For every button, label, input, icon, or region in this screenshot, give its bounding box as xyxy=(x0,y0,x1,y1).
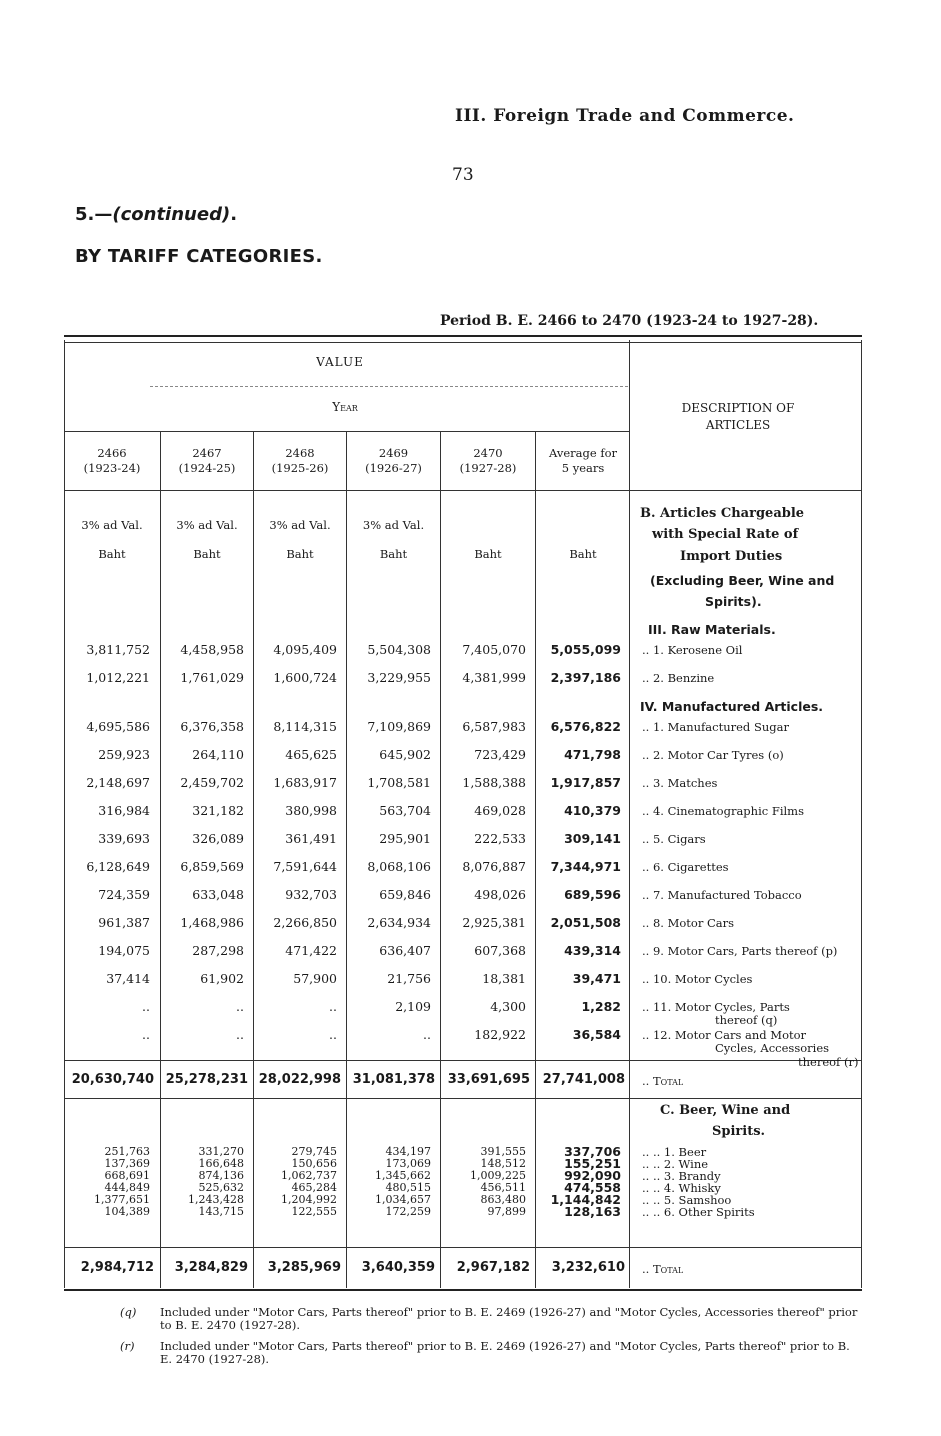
section-b-raw-materials: III. Raw Materials. xyxy=(648,622,776,637)
value-cell: 37,414 xyxy=(106,971,150,986)
value-cell: 874,136 xyxy=(198,1169,244,1182)
period-label: Period B. E. 2466 to 2470 (1923-24 to 1927-28). xyxy=(440,313,819,329)
section-c-title-2: Spirits. xyxy=(712,1124,766,1139)
value-cell: 309,141 xyxy=(564,831,621,846)
value-cell: .. xyxy=(236,999,244,1014)
value-cell: 633,048 xyxy=(192,887,244,902)
value-cell: 1,917,857 xyxy=(550,775,621,790)
article-description: .. .. 4. Whisky xyxy=(642,1181,721,1195)
year-column-header xyxy=(440,446,536,476)
value-cell: 6,587,983 xyxy=(462,719,526,734)
article-description: .. .. 5. Samshoo xyxy=(642,1193,732,1207)
value-cell: 321,182 xyxy=(192,803,244,818)
value-cell: 1,009,225 xyxy=(470,1169,526,1182)
total-cell: 27,741,008 xyxy=(542,1072,625,1087)
value-cell: 251,763 xyxy=(104,1145,150,1158)
article-description: .. 5. Cigars xyxy=(642,832,706,846)
article-description: .. .. 3. Brandy xyxy=(642,1169,721,1183)
value-cell: 264,110 xyxy=(192,747,244,762)
article-description: .. 1. Kerosene Oil xyxy=(642,643,743,657)
year-column-header xyxy=(535,446,631,476)
section-b-manufactured: IV. Manufactured Articles. xyxy=(640,699,824,714)
total-cell: 3,640,359 xyxy=(361,1260,435,1275)
value-cell: 1,282 xyxy=(581,999,621,1014)
value-cell: .. xyxy=(142,1027,150,1042)
value-cell: 1,708,581 xyxy=(367,775,431,790)
value-cell: 1,761,029 xyxy=(180,670,244,685)
value-cell: 287,298 xyxy=(192,943,244,958)
value-cell: 525,632 xyxy=(198,1181,244,1194)
value-cell: 21,756 xyxy=(387,971,431,986)
value-cell: 1,345,662 xyxy=(375,1169,431,1182)
value-cell: 8,114,315 xyxy=(273,719,337,734)
footnote-r: (r) Included under "Motor Cars, Parts thereof" prior to B. E. 2469 (1926-27) and "Motor Cycles, Parts thereof" prior to B. E. 2470 (1927-28). xyxy=(120,1339,850,1366)
total-cell: 3,285,969 xyxy=(267,1260,341,1275)
article-description: .. 8. Motor Cars xyxy=(642,916,735,930)
section-b-title-2: with Special Rate of xyxy=(652,527,799,542)
value-cell: 2,148,697 xyxy=(86,775,150,790)
unit-label: Baht xyxy=(474,547,502,561)
value-cell: 128,163 xyxy=(564,1204,621,1219)
period-label: (1927-28) xyxy=(459,461,517,475)
description-divider xyxy=(629,340,630,1288)
article-description: .. 11. Motor Cycles, Parts xyxy=(642,1000,790,1014)
value-cell: 57,900 xyxy=(293,971,337,986)
value-cell: 439,314 xyxy=(564,943,621,958)
value-cell: 1,012,221 xyxy=(86,670,150,685)
value-cell: 2,266,850 xyxy=(273,915,337,930)
value-cell: 97,899 xyxy=(487,1205,526,1218)
value-cell: 961,387 xyxy=(98,915,150,930)
value-cell: 434,197 xyxy=(385,1145,431,1158)
value-cell: 8,076,887 xyxy=(462,859,526,874)
value-cell: 863,480 xyxy=(480,1193,526,1206)
value-cell: 4,381,999 xyxy=(462,670,526,685)
value-cell: 1,062,737 xyxy=(281,1169,337,1182)
value-cell: 36,584 xyxy=(572,1027,621,1042)
value-cell: 2,109 xyxy=(395,999,431,1014)
value-cell: 339,693 xyxy=(98,831,150,846)
value-cell: 1,600,724 xyxy=(273,670,337,685)
value-cell: .. xyxy=(142,999,150,1014)
value-cell: 2,634,934 xyxy=(367,915,431,930)
article-description: .. 4. Cinematographic Films xyxy=(642,804,804,818)
value-cell: 932,703 xyxy=(285,887,337,902)
article-description: .. .. 2. Wine xyxy=(642,1157,709,1171)
article-description-cont: Cycles, Accessories xyxy=(715,1041,830,1055)
value-cell: 4,095,409 xyxy=(273,642,337,657)
article-description: .. 6. Cigarettes xyxy=(642,860,729,874)
table-top-rule xyxy=(64,335,862,337)
year-label: 2468 xyxy=(285,446,315,460)
value-cell: 122,555 xyxy=(291,1205,337,1218)
value-cell: 5,055,099 xyxy=(550,642,621,657)
article-description: .. 10. Motor Cycles xyxy=(642,972,753,986)
year-label: Average for xyxy=(549,446,617,460)
value-cell: 7,405,070 xyxy=(462,642,526,657)
value-cell: 4,695,586 xyxy=(86,719,150,734)
value-cell: 723,429 xyxy=(474,747,526,762)
footnote-q: (q) Included under "Motor Cars, Parts thereof" prior to B. E. 2469 (1926-27) and "Motor Cycles, Accessories thereof" prior to B. E. 2470 (1927-28). xyxy=(120,1305,858,1332)
value-cell: 724,359 xyxy=(98,887,150,902)
article-description: .. 9. Motor Cars, Parts thereof (p) xyxy=(642,944,838,958)
section-continued: 5.—(continued). xyxy=(75,204,238,225)
value-cell: 2,397,186 xyxy=(550,670,621,685)
year-label: 2467 xyxy=(192,446,222,460)
value-cell: 1,377,651 xyxy=(94,1193,150,1206)
value-cell: 1,204,992 xyxy=(281,1193,337,1206)
value-cell: 480,515 xyxy=(385,1181,431,1194)
value-cell: 166,648 xyxy=(198,1157,244,1170)
total-label: .. Total xyxy=(642,1074,684,1088)
value-cell: 7,109,869 xyxy=(367,719,431,734)
section-b-excl-1: (Excluding Beer, Wine and xyxy=(650,573,835,588)
period-label: (1925-26) xyxy=(271,461,329,475)
value-cell: 992,090 xyxy=(564,1168,621,1183)
rate-label: 3% ad Val. xyxy=(269,518,331,532)
article-description: .. .. 1. Beer xyxy=(642,1145,707,1159)
article-description-cont: thereof (q) xyxy=(715,1013,778,1027)
article-description: .. 1. Manufactured Sugar xyxy=(642,720,789,734)
value-cell: 326,089 xyxy=(192,831,244,846)
value-cell: 7,344,971 xyxy=(550,859,621,874)
value-cell: 1,468,986 xyxy=(180,915,244,930)
value-cell: 563,704 xyxy=(379,803,431,818)
total-cell: 3,232,610 xyxy=(551,1260,625,1275)
value-cell: 2,459,702 xyxy=(180,775,244,790)
value-cell: 337,706 xyxy=(564,1144,621,1159)
value-cell: .. xyxy=(236,1027,244,1042)
value-cell: .. xyxy=(329,1027,337,1042)
value-cell: 6,376,358 xyxy=(180,719,244,734)
value-cell: 689,596 xyxy=(564,887,621,902)
value-cell: 137,369 xyxy=(104,1157,150,1170)
value-cell: 143,715 xyxy=(198,1205,244,1218)
value-cell: 471,798 xyxy=(564,747,621,762)
total-cell: 33,691,695 xyxy=(447,1072,530,1087)
description-header: DESCRIPTION OF ARTICLES xyxy=(681,401,795,432)
section-b-excl-2: Spirits). xyxy=(705,594,762,609)
value-cell: 104,389 xyxy=(104,1205,150,1218)
total-cell: 28,022,998 xyxy=(258,1072,341,1087)
article-description: .. 2. Motor Car Tyres (o) xyxy=(642,748,784,762)
chapter-title: III. Foreign Trade and Commerce. xyxy=(455,106,795,126)
value-cell: 465,625 xyxy=(285,747,337,762)
value-cell: 645,902 xyxy=(379,747,431,762)
year-column-header xyxy=(346,446,441,476)
unit-label: Baht xyxy=(193,547,221,561)
year-label: 2469 xyxy=(378,446,409,460)
total-label: .. Total xyxy=(642,1262,684,1276)
value-cell: 1,144,842 xyxy=(550,1192,621,1207)
year-header: Year xyxy=(332,400,358,414)
period-label: 5 years xyxy=(561,461,605,475)
rate-label: 3% ad Val. xyxy=(81,518,143,532)
rate-label: 3% ad Val. xyxy=(362,518,425,532)
period-label: (1924-25) xyxy=(178,461,236,475)
value-cell: 316,984 xyxy=(98,803,150,818)
value-cell: 3,229,955 xyxy=(367,670,431,685)
value-cell: 2,925,381 xyxy=(462,915,526,930)
section-title: BY TARIFF CATEGORIES. xyxy=(75,246,323,267)
value-cell: 222,533 xyxy=(474,831,526,846)
value-cell: 391,555 xyxy=(480,1145,526,1158)
value-cell: 668,691 xyxy=(104,1169,150,1182)
value-cell: 182,922 xyxy=(474,1027,526,1042)
year-column-header xyxy=(160,446,254,476)
value-cell: 155,251 xyxy=(564,1156,621,1171)
total-cell: 31,081,378 xyxy=(352,1072,435,1087)
value-cell: 5,504,308 xyxy=(367,642,431,657)
article-description: .. 7. Manufactured Tobacco xyxy=(642,888,802,902)
year-column-header xyxy=(64,446,160,476)
value-cell: 259,923 xyxy=(98,747,150,762)
total-cell: 25,278,231 xyxy=(165,1072,248,1087)
value-cell: 1,683,917 xyxy=(273,775,337,790)
value-cell: 39,471 xyxy=(572,971,621,986)
year-column-header xyxy=(253,446,347,476)
value-cell: 380,998 xyxy=(285,803,337,818)
unit-label: Baht xyxy=(286,547,314,561)
value-cell: 331,270 xyxy=(198,1145,244,1158)
value-cell: 173,069 xyxy=(385,1157,431,1170)
value-cell: 498,026 xyxy=(474,887,526,902)
value-cell: 1,588,388 xyxy=(462,775,526,790)
value-cell: 4,458,958 xyxy=(180,642,244,657)
value-cell: 8,068,106 xyxy=(367,859,431,874)
value-cell: 61,902 xyxy=(200,971,244,986)
value-cell: 18,381 xyxy=(482,971,526,986)
value-cell: 7,591,644 xyxy=(273,859,337,874)
article-description: .. 2. Benzine xyxy=(642,671,715,685)
value-cell: 3,811,752 xyxy=(86,642,150,657)
value-cell: 148,512 xyxy=(480,1157,526,1170)
value-cell: 295,901 xyxy=(379,831,431,846)
value-cell: 465,284 xyxy=(291,1181,337,1194)
value-cell: 1,243,428 xyxy=(188,1193,244,1206)
value-cell: 279,745 xyxy=(291,1145,337,1158)
total-cell: 2,967,182 xyxy=(456,1260,530,1275)
value-cell: 471,422 xyxy=(285,943,337,958)
unit-label: Baht xyxy=(379,547,408,561)
value-cell: 6,859,569 xyxy=(180,859,244,874)
year-label: 2470 xyxy=(473,446,503,460)
value-cell: 607,368 xyxy=(474,943,526,958)
value-cell: 474,558 xyxy=(564,1180,621,1195)
value-cell: 4,300 xyxy=(490,999,526,1014)
total-cell: 2,984,712 xyxy=(80,1260,154,1275)
value-cell: 444,849 xyxy=(104,1181,150,1194)
value-cell: .. xyxy=(329,999,337,1014)
period-label: (1926-27) xyxy=(365,461,422,475)
total-cell: 3,284,829 xyxy=(174,1260,248,1275)
article-description-cont: thereof (r) xyxy=(798,1055,859,1069)
unit-label: Baht xyxy=(569,547,597,561)
value-cell: 361,491 xyxy=(285,831,337,846)
article-description: .. .. 6. Other Spirits xyxy=(642,1205,755,1219)
unit-label: Baht xyxy=(98,547,126,561)
value-cell: .. xyxy=(423,1027,431,1042)
value-cell: 636,407 xyxy=(379,943,431,958)
rate-label: 3% ad Val. xyxy=(176,518,238,532)
table-bottom-rule xyxy=(64,1289,862,1291)
section-b-title-3: Import Duties xyxy=(680,549,783,564)
section-c-title-1: C. Beer, Wine and xyxy=(660,1103,791,1118)
value-cell: 172,259 xyxy=(385,1205,431,1218)
value-cell: 2,051,508 xyxy=(550,915,621,930)
article-description: .. 12. Motor Cars and Motor xyxy=(642,1028,807,1042)
value-cell: 6,128,649 xyxy=(86,859,150,874)
value-cell: 659,846 xyxy=(379,887,431,902)
total-cell: 20,630,740 xyxy=(71,1072,154,1087)
value-cell: 469,028 xyxy=(474,803,526,818)
value-cell: 194,075 xyxy=(98,943,150,958)
year-label: 2466 xyxy=(97,446,127,460)
article-description: .. 3. Matches xyxy=(642,776,718,790)
section-b-title-1: B. Articles Chargeable xyxy=(640,506,805,521)
value-cell: 150,656 xyxy=(291,1157,337,1170)
value-cell: 410,379 xyxy=(564,803,621,818)
value-cell: 456,511 xyxy=(480,1181,526,1194)
page-number: 73 xyxy=(452,165,474,185)
period-label: (1923-24) xyxy=(83,461,141,475)
value-header: VALUE xyxy=(316,355,364,369)
value-cell: 6,576,822 xyxy=(550,719,621,734)
value-cell: 1,034,657 xyxy=(375,1193,431,1206)
